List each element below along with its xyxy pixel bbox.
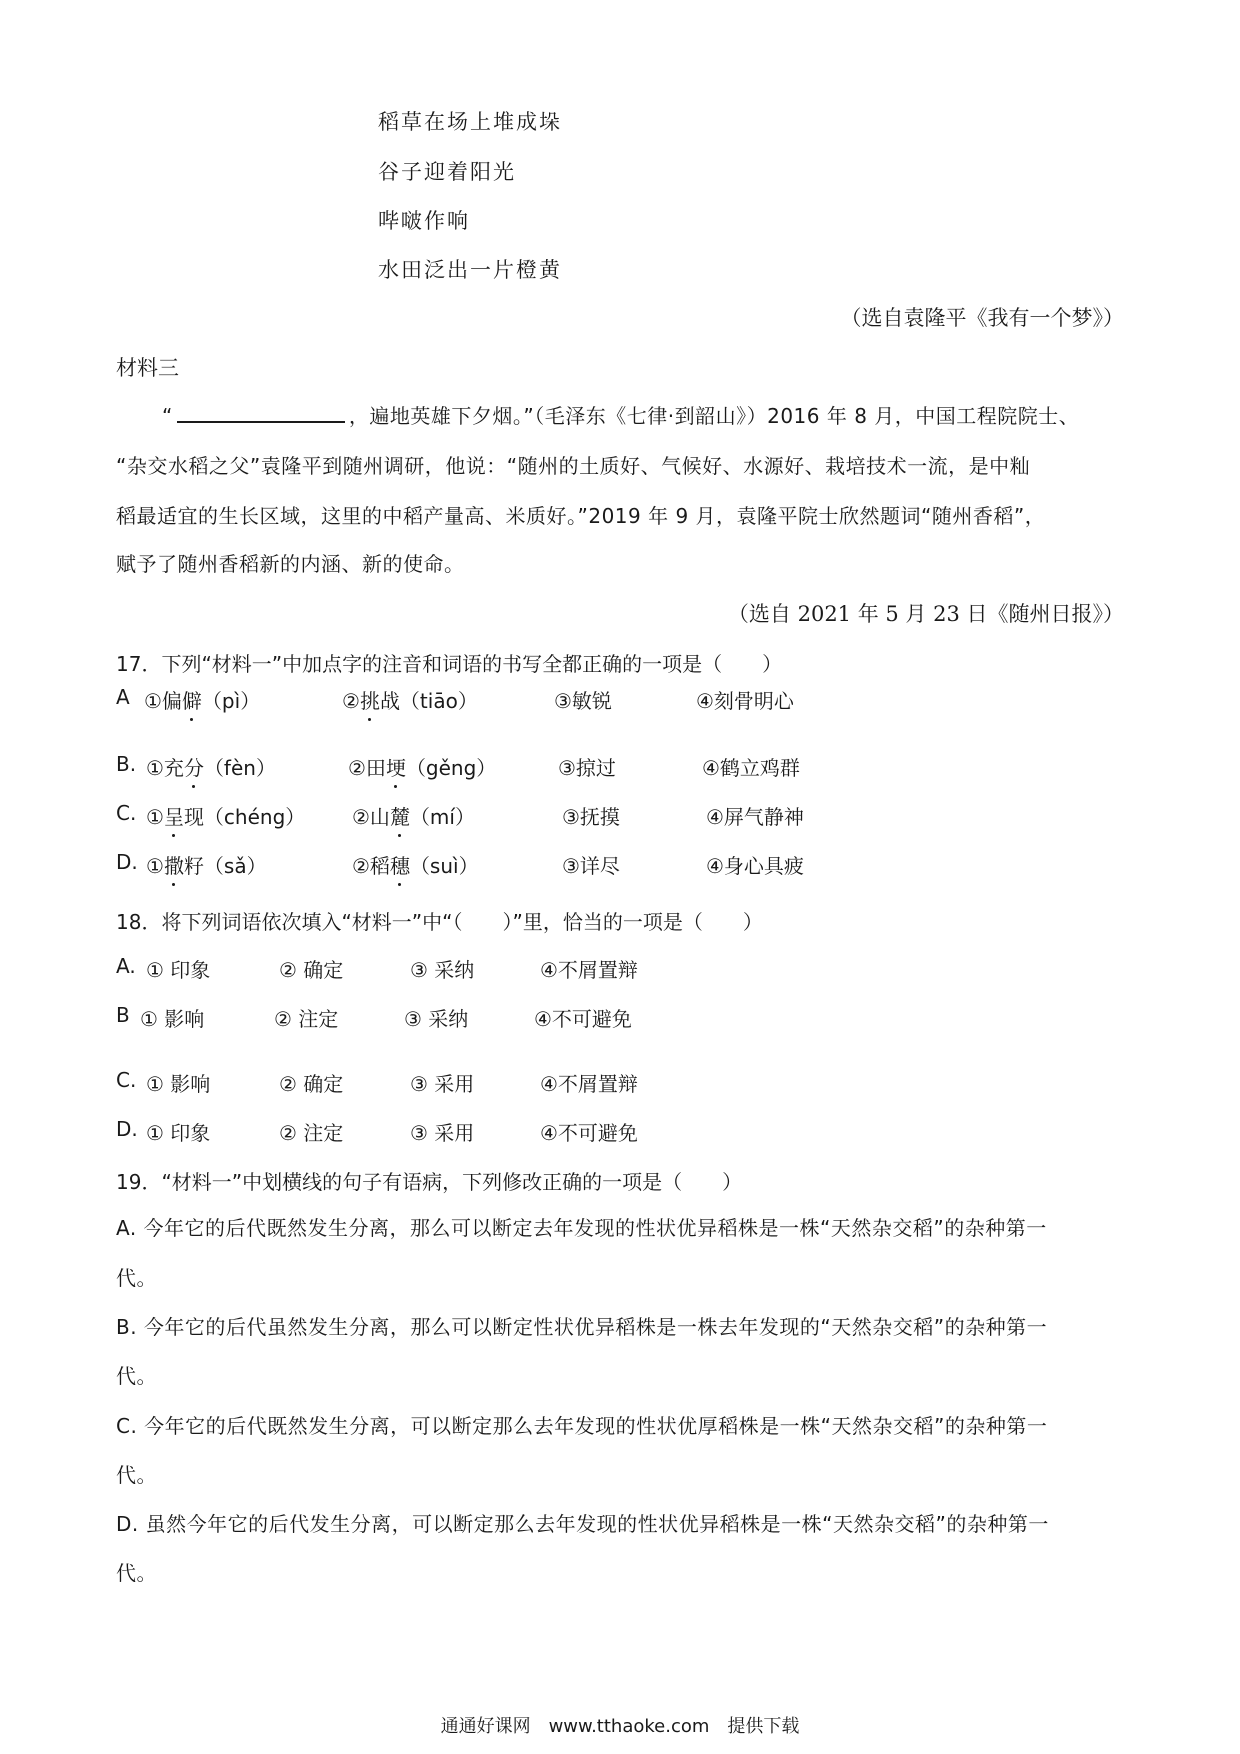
option-item-4: ④不可避免 [534, 1007, 632, 1031]
option-item-1: ① 影响 [140, 1007, 205, 1031]
option-item-2: ②挑战（tiāo） [342, 689, 478, 713]
option-item-2: ② 确定 [279, 1072, 344, 1096]
dotted-char: 挑 [359, 689, 380, 713]
material3-heading: 材料三 [116, 356, 179, 380]
poem-line: 谷子迎着阳光 [378, 160, 516, 184]
option-letter: D. [116, 1117, 138, 1141]
dotted-char: 僻 [181, 689, 202, 713]
material3-line-3: 稻最适宜的生长区域，这里的中稻产量高、米质好。”2019 年 9 月，袁隆平院士欣然题词“随州香稻”， [116, 504, 1046, 528]
option-item-3: ③抚摸 [562, 805, 620, 829]
option-letter: B. [116, 752, 137, 776]
option-item-4: ④不屑置辩 [540, 958, 638, 982]
option-letter: A [116, 685, 130, 709]
option-letter: A. [116, 954, 136, 978]
question-18-stem: 18．将下列词语依次填入“材料一”中“（ ）”里，恰当的一项是（ ） [116, 910, 763, 934]
option-item-1: ①呈现（chéng） [146, 805, 306, 829]
q19-option-a-line-1: A. 今年它的后代既然发生分离，那么可以断定去年发现的性状优异稻株是一株“天然杂交稻”的杂种第一 [116, 1216, 1047, 1240]
q19-option-a-line-2: 代。 [116, 1266, 157, 1290]
material3-line-4: 赋予了随州香稻新的内涵、新的使命。 [116, 552, 465, 576]
poem-line: 哔啵作响 [378, 209, 470, 233]
option-item-3: ③ 采用 [410, 1121, 475, 1145]
option-item-3: ③详尽 [562, 854, 620, 878]
page-footer: 通通好课网 www.tthaoke.com 提供下载 [440, 1716, 800, 1737]
option-item-3: ③ 采纳 [410, 958, 475, 982]
option-item-1: ① 影响 [146, 1072, 211, 1096]
option-item-1: ①撒籽（sǎ） [146, 854, 267, 878]
option-letter: D. [116, 850, 138, 874]
option-item-4: ④身心具疲 [706, 854, 804, 878]
option-item-4: ④不可避免 [540, 1121, 638, 1145]
q19-option-d-line-2: 代。 [116, 1561, 157, 1585]
option-item-3: ③ 采用 [410, 1072, 475, 1096]
q19-option-c-line-2: 代。 [116, 1463, 157, 1487]
option-item-4: ④不屑置辩 [540, 1072, 638, 1096]
option-item-2: ② 注定 [279, 1121, 344, 1145]
option-item-3: ③掠过 [558, 756, 616, 780]
option-item-3: ③敏锐 [554, 689, 612, 713]
option-item-2: ②稻穗（suì） [352, 854, 479, 878]
option-item-4: ④屏气静神 [706, 805, 804, 829]
material3-source: （选自 2021 年 5 月 23 日《随州日报》） [727, 602, 1124, 626]
dotted-char: 穗 [389, 854, 410, 878]
question-17-stem: 17．下列“材料一”中加点字的注音和词语的书写全都正确的一项是（ ） [116, 652, 783, 676]
dotted-char: 麓 [389, 805, 410, 829]
poem-source: （选自袁隆平《我有一个梦》） [840, 306, 1124, 330]
material3-line-1 [162, 400, 1079, 429]
poem-line: 水田泛出一片橙黄 [378, 258, 562, 282]
material3-line-1-text: ，遍地英雄下夕烟。”（毛泽东《七律·到韶山》）2016 年 8 月，中国工程院院士、 [348, 404, 1080, 428]
material3-line-2: “杂交水稻之父”袁隆平到随州调研，他说：“随州的土质好、气候好、水源好、栽培技术一流，是中籼 [116, 454, 1031, 478]
option-item-3: ③ 采纳 [404, 1007, 469, 1031]
dotted-char: 呈 [163, 805, 184, 829]
option-item-2: ② 确定 [279, 958, 344, 982]
poem-line: 稻草在场上堆成垛 [378, 110, 562, 134]
question-19-stem: 19．“材料一”中划横线的句子有语病，下列修改正确的一项是（ ） [116, 1170, 743, 1194]
option-letter: B [116, 1003, 130, 1027]
option-item-1: ① 印象 [146, 958, 211, 982]
option-item-1: ①偏僻（pì） [144, 689, 261, 713]
option-item-4: ④刻骨明心 [696, 689, 794, 713]
fill-blank [177, 403, 345, 423]
option-item-2: ②山麓（mí） [352, 805, 475, 829]
option-letter: C. [116, 801, 137, 825]
dotted-char: 埂 [385, 756, 406, 780]
q19-option-c-line-1: C. 今年它的后代既然发生分离，可以断定那么去年发现的性状优厚稻株是一株“天然杂交稻”的杂种第一 [116, 1414, 1048, 1438]
option-item-2: ②田埂（gěng） [348, 756, 497, 780]
q19-option-b-line-2: 代。 [116, 1364, 157, 1388]
option-letter: C. [116, 1068, 137, 1092]
q19-option-d-line-1: D. 虽然今年它的后代发生分离，可以断定那么去年发现的性状优异稻株是一株“天然杂交稻”的杂种第一 [116, 1512, 1049, 1536]
option-item-4: ④鹤立鸡群 [702, 756, 800, 780]
dotted-char: 撒 [163, 854, 184, 878]
option-item-2: ② 注定 [274, 1007, 339, 1031]
open-quote: “ [162, 404, 173, 428]
option-item-1: ①充分（fèn） [146, 756, 276, 780]
q19-option-b-line-1: B. 今年它的后代虽然发生分离，那么可以断定性状优异稻株是一株去年发现的“天然杂交稻”的杂种第一 [116, 1315, 1048, 1339]
option-item-1: ① 印象 [146, 1121, 211, 1145]
dotted-char: 分 [183, 756, 204, 780]
